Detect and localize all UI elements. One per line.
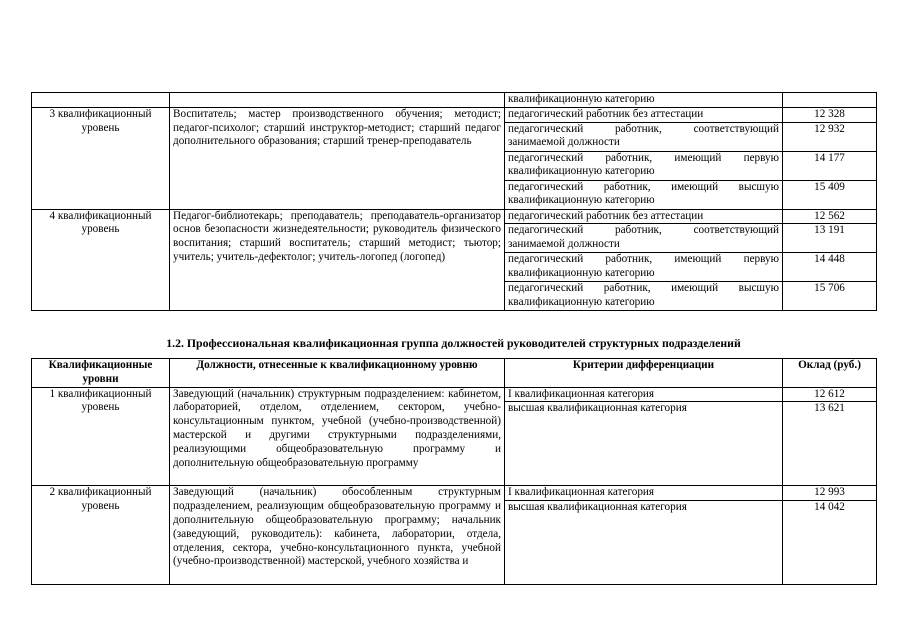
- salary-cell: 12 612: [783, 387, 877, 402]
- criteria-cell: I квалификационная категория: [505, 486, 783, 501]
- positions-cell: [170, 93, 505, 108]
- criteria-cell: квалификационную категорию: [505, 93, 783, 108]
- salary-cell: 13 621: [783, 402, 877, 486]
- header-positions: Должности, отнесенные к квалификационному уровню: [170, 359, 505, 388]
- positions-cell: Заведующий (начальник) обособленным структурным подразделением, реализующим общеобразовательную программу и дополнительную общеобразовательную программу; начальник (заведующий, руководитель): кабинета, лаборатории, отдела, отделения, сектора, учебно-консультационного пункта, учебной (учебно-производственной) мастерской, учебного хозяйства и: [170, 486, 505, 585]
- criteria-cell: высшая квалификационная категория: [505, 402, 783, 486]
- table-header-row: [32, 359, 877, 388]
- criteria-cell: I квалификационная категория: [505, 387, 783, 402]
- salary-cell: 15 409: [783, 180, 877, 209]
- criteria-cell: педагогический работник, соответствующий занимаемой должности: [505, 122, 783, 151]
- criteria-cell: педагогический работник, имеющий первую квалификационную категорию: [505, 253, 783, 282]
- qualification-table-continued: [31, 92, 877, 311]
- positions-cell: Заведующий (начальник) структурным подразделением: кабинетом, лабораторией, отделом, отделением, сектором, учебно-консультационным пунктом, учебной (учебно-производственной) мастерской и другими структурными подразделениями, реализующими общеобразовательную программу и дополнительную общеобразовательную программу: [170, 387, 505, 486]
- salary-cell: 14 177: [783, 151, 877, 180]
- table-row: [32, 93, 877, 108]
- criteria-cell: педагогический работник, имеющий высшую квалификационную категорию: [505, 282, 783, 311]
- salary-cell: 14 448: [783, 253, 877, 282]
- level-cell: 4 квалификационный уровень: [32, 209, 170, 311]
- managers-qualification-table: [31, 358, 877, 585]
- salary-cell: [783, 93, 877, 108]
- table-row: [32, 107, 877, 122]
- level-cell: 2 квалификационный уровень: [32, 486, 170, 585]
- criteria-cell: педагогический работник без аттестации: [505, 209, 783, 224]
- header-salary: Оклад (руб.): [783, 359, 877, 388]
- criteria-cell: педагогический работник, соответствующий занимаемой должности: [505, 224, 783, 253]
- table-row: [32, 486, 877, 501]
- header-criteria: Критерии дифференциации: [505, 359, 783, 388]
- criteria-cell: высшая квалификационная категория: [505, 501, 783, 585]
- salary-cell: 12 328: [783, 107, 877, 122]
- level-cell: 1 квалификационный уровень: [32, 387, 170, 486]
- positions-cell: Воспитатель; мастер производственного обучения; методист; педагог-психолог; старший инструктор-методист; старший педагог дополнительного образования; старший тренер-преподаватель: [170, 107, 505, 209]
- salary-cell: 12 993: [783, 486, 877, 501]
- table-row: [32, 387, 877, 402]
- salary-cell: 15 706: [783, 282, 877, 311]
- level-cell: 3 квалификационный уровень: [32, 107, 170, 209]
- salary-cell: 12 932: [783, 122, 877, 151]
- criteria-cell: педагогический работник без аттестации: [505, 107, 783, 122]
- table-row: [32, 209, 877, 224]
- criteria-cell: педагогический работник, имеющий высшую квалификационную категорию: [505, 180, 783, 209]
- salary-cell: 14 042: [783, 501, 877, 585]
- salary-cell: 13 191: [783, 224, 877, 253]
- criteria-cell: педагогический работник, имеющий первую квалификационную категорию: [505, 151, 783, 180]
- level-cell: [32, 93, 170, 108]
- salary-cell: 12 562: [783, 209, 877, 224]
- header-level: Квалификационные уровни: [32, 359, 170, 388]
- section-title: 1.2. Профессиональная квалификационная группа должностей руководителей структурных подразделений: [166, 336, 741, 350]
- positions-cell: Педагог-библиотекарь; преподаватель; преподаватель-организатор основ безопасности жизнедеятельности; руководитель физического воспитания; старший воспитатель; старший методист; тьютор; учитель; учитель-дефектолог; учитель-логопед (логопед): [170, 209, 505, 311]
